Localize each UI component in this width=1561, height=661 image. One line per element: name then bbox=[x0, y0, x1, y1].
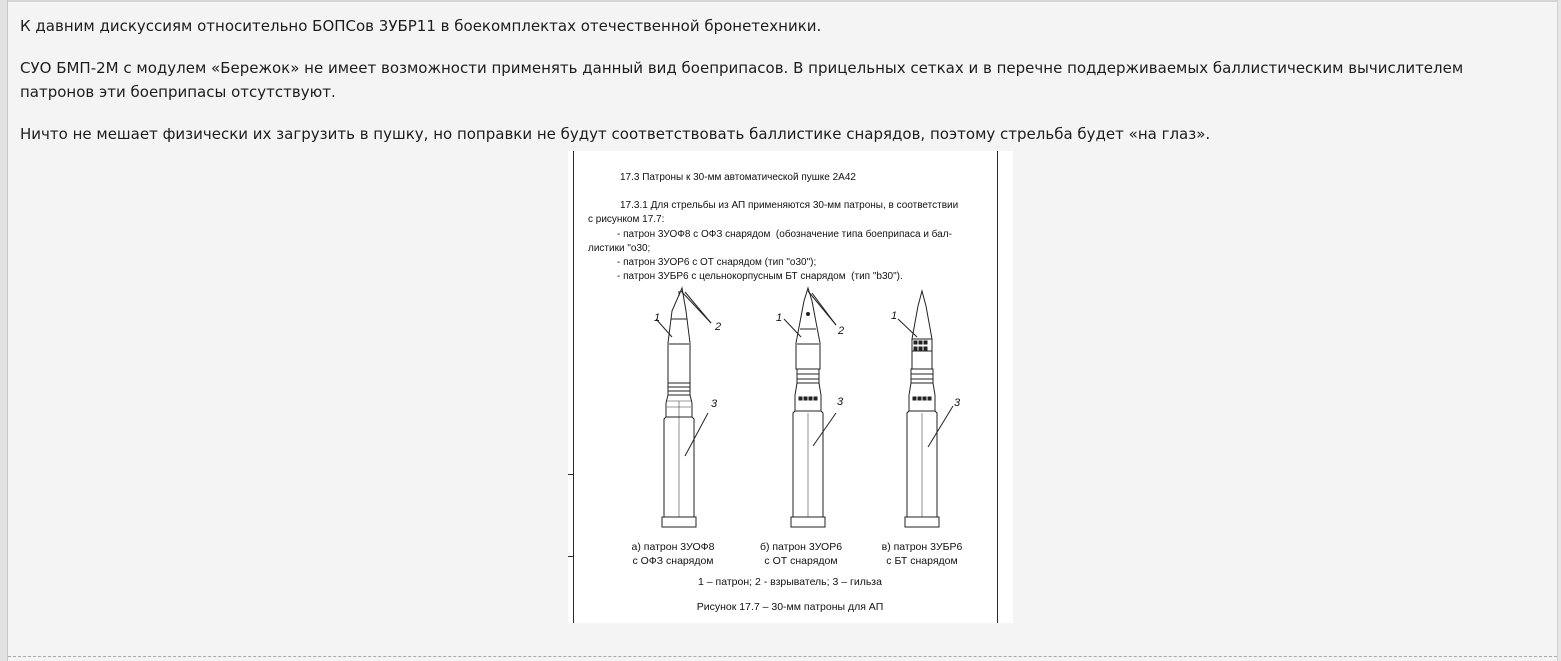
top-border bbox=[0, 0, 1561, 2]
cartridge-3ubr6-drawing bbox=[898, 291, 953, 527]
callout-number: 1 bbox=[776, 312, 783, 324]
scan-line: 17.3.1 Для стрельбы из АП применяются 30-мм патроны, в соответствии bbox=[620, 200, 959, 211]
round-caption: в) патрон 3УБР6 с БТ снарядом bbox=[881, 541, 963, 567]
figure-legend: 1 – патрон; 2 - взрыватель; 3 – гильза bbox=[698, 576, 882, 588]
left-border bbox=[0, 0, 8, 661]
figure-caption: Рисунок 17.7 – 30-мм патроны для АП bbox=[696, 601, 884, 613]
callout-number: 2 bbox=[838, 325, 845, 337]
round-caption: а) патрон 3УОФ8 с ОФЗ снарядом bbox=[631, 541, 715, 567]
callout-number: 3 bbox=[837, 396, 844, 408]
right-scroll-edge bbox=[1557, 0, 1561, 661]
scan-line: листики "о30; bbox=[588, 243, 651, 254]
cartridge-3uor6-drawing bbox=[784, 288, 836, 527]
callout-number: 1 bbox=[891, 310, 898, 322]
post-paragraph-2: СУО БМП-2М с модулем «Бережок» не имеет возможности применять данный вид боеприпасов. В прицельных сетках и в перечне поддерживаемых баллистическим вычислителем патронов эти боеприпасы отсутствуют. bbox=[20, 59, 1464, 101]
cartridge-3uof8-drawing bbox=[656, 288, 711, 527]
post-paragraph-1: К давним дискуссиям относительно БОПСов 3УБР11 в боекомплектах отечественной бронетехники. bbox=[20, 17, 822, 35]
callout-number: 1 bbox=[654, 312, 661, 324]
scan-line: - патрон 3УОФ8 с ОФЗ снарядом (обозначение типа боеприпаса и бал- bbox=[617, 229, 952, 240]
callout-number: 3 bbox=[711, 398, 718, 410]
scan-line: с рисунком 17.7: bbox=[588, 214, 665, 225]
post-body bbox=[20, 14, 1540, 164]
scan-line: - патрон 3УБР6 с цельнокорпусным БТ снарядом (тип "b30"). bbox=[617, 271, 903, 282]
post-paragraph-3: Ничто не мешает физически их загрузить в пушку, но поправки не будут соответствовать баллистике снарядов, поэтому стрельба будет «на глаз». bbox=[20, 125, 1211, 143]
scan-heading: 17.3 Патроны к 30-мм автоматической пушке 2А42 bbox=[620, 172, 856, 183]
scan-line: - патрон 3УОР6 с ОТ снарядом (тип "о30"); bbox=[617, 257, 817, 268]
callout-number: 3 bbox=[954, 397, 961, 409]
round-caption: б) патрон 3УОР6 с ОТ снарядом bbox=[759, 541, 843, 567]
post-separator bbox=[8, 656, 1557, 657]
callout-number: 2 bbox=[715, 321, 722, 333]
